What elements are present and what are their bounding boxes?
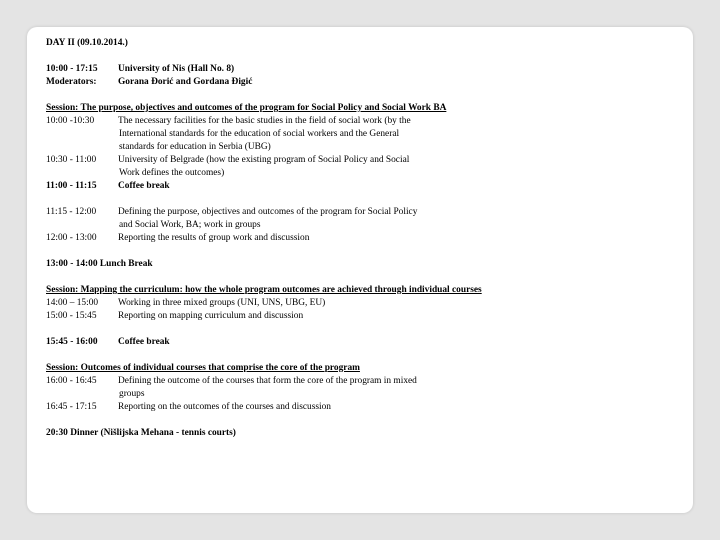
agenda-item-text-cont: groups <box>119 389 145 399</box>
agenda-item-text: Working in three mixed groups (UNI, UNS, UBG, EU) <box>118 298 326 308</box>
agenda-item-time: 11:15 - 12:00 <box>46 207 97 217</box>
agenda-item <box>46 206 686 219</box>
agenda-item-text-cont: International standards for the education of social workers and the General <box>119 129 400 139</box>
agenda-document <box>46 37 686 440</box>
agenda-item-text: Defining the purpose, objectives and outcomes of the program for Social Policy <box>118 207 418 217</box>
agenda-item-text: The necessary facilities for the basic studies in the field of social work (by the <box>118 116 411 126</box>
agenda-item <box>46 232 686 245</box>
agenda-item-time: 15:45 - 16:00 <box>46 337 98 347</box>
agenda-item-text: University of Belgrade (how the existing program of Social Policy and Social <box>118 155 410 165</box>
agenda-item <box>46 154 686 167</box>
agenda-item-time: 10:00 -10:30 <box>46 116 95 126</box>
header-moderators-row <box>46 76 686 89</box>
agenda-item-text: Reporting on mapping curriculum and discussion <box>118 311 304 321</box>
header-time: 10:00 - 17:15 <box>46 64 98 74</box>
agenda-item-time: 10:30 - 11:00 <box>46 155 97 165</box>
agenda-item <box>46 297 686 310</box>
session-3-title: Session: Outcomes of individual courses that comprise the core of the program <box>46 363 360 373</box>
dinner: 20:30 Dinner (Nišlijska Mehana - tennis courts) <box>46 428 236 438</box>
coffee-break-row <box>46 336 686 349</box>
agenda-item-text: Reporting on the outcomes of the courses and discussion <box>118 402 331 412</box>
coffee-break-row <box>46 180 686 193</box>
agenda-item-time: 16:45 - 17:15 <box>46 402 97 412</box>
day-title: DAY II (09.10.2014.) <box>46 38 128 48</box>
agenda-item <box>46 375 686 388</box>
agenda-item-text-cont: Work defines the outcomes) <box>119 168 225 178</box>
session-2-title: Session: Mapping the curriculum: how the whole program outcomes are achieved through individual courses <box>46 285 482 295</box>
session-1-title: Session: The purpose, objectives and outcomes of the program for Social Policy and Social Work BA <box>46 103 447 113</box>
agenda-item-time: 12:00 - 13:00 <box>46 233 97 243</box>
agenda-item-time: 14:00 – 15:00 <box>46 298 99 308</box>
agenda-item-text: Defining the outcome of the courses that form the core of the program in mixed <box>118 376 417 386</box>
agenda-item-text: Coffee break <box>118 181 170 191</box>
header-venue-row <box>46 63 686 76</box>
agenda-item-text-cont: standards for education in Serbia (UBG) <box>119 142 271 152</box>
agenda-item <box>46 401 686 414</box>
agenda-item-time: 11:00 - 11:15 <box>46 181 97 191</box>
agenda-item <box>46 310 686 323</box>
header-venue: University of Nis (Hall No. 8) <box>118 64 235 74</box>
agenda-item-text-cont: and Social Work, BA; work in groups <box>119 220 261 230</box>
moderators-names: Gorana Đorić and Gordana Đigić <box>118 77 253 87</box>
agenda-item-text: Coffee break <box>118 337 170 347</box>
slide-page <box>27 27 693 513</box>
lunch-break: 13:00 - 14:00 Lunch Break <box>46 259 153 269</box>
agenda-item-time: 15:00 - 15:45 <box>46 311 97 321</box>
agenda-item <box>46 115 686 128</box>
moderators-label: Moderators: <box>46 77 97 87</box>
agenda-item-text: Reporting the results of group work and discussion <box>118 233 310 243</box>
agenda-item-time: 16:00 - 16:45 <box>46 376 97 386</box>
